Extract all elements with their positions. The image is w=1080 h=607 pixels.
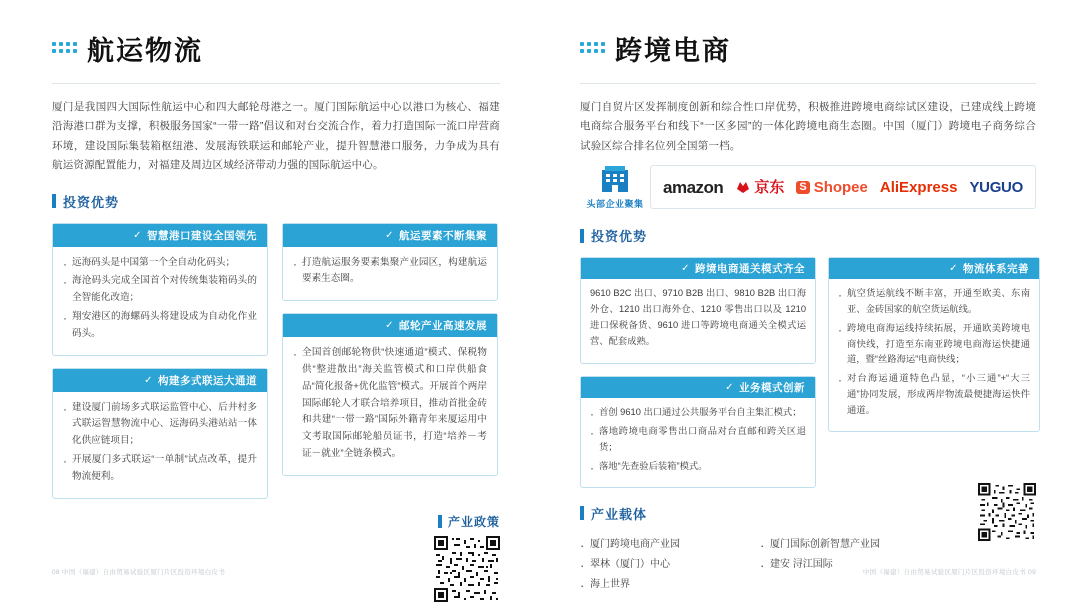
info-box-body: [581, 279, 815, 363]
brand-strip-row: [580, 164, 1036, 210]
info-box-caption: [283, 224, 497, 247]
brand-logo-strip: [650, 165, 1036, 209]
info-box-shipping-elements: [282, 223, 498, 302]
list-item: · 首创 9610 出口通过公共服务平台自主集汇模式；: [590, 405, 806, 421]
info-box-caption: [53, 369, 267, 392]
list-item: · 全国首创邮轮物供“快速通道”模式、保税物供“整进散出”海关监管模式和口岸供船食品“简化报备+优化监管”模式。开展首个两岸国际邮轮人才联合培养项目，推动首批金砖和共建“一带一路”国际外籍青年来厦运用中文考取国际邮轮船员证书，打造“培养－考证－就业”全链条模式。: [293, 345, 487, 462]
jd-dog-icon: [735, 180, 751, 194]
info-box-business-innovation: [580, 376, 816, 487]
accent-bar-icon: [580, 506, 584, 520]
list-item: · 落地跨境电商零售出口商品对台直邮和跨关区退货；: [590, 424, 806, 456]
accent-bar-icon: [580, 229, 584, 243]
brand-tag-label: 头部企业聚集: [586, 199, 644, 210]
logo-jd-text: 京东: [754, 178, 785, 196]
dot-grid-icon: [580, 42, 605, 53]
left-intro-paragraph: 厦门是我国四大国际性航运中心和四大邮轮母港之一。厦门国际航运中心以港口为核心、福建沿海港口群为支撑，积极服务国家“一带一路”倡议和对台交流合作，着力打造国际一流口岸营商环境，建设国际集装箱枢纽港、发展海铁联运和邮轮产业，提升智慧港口服务，力争成为具有航运资源配置能力，对福建及周边区域经济带动力强的国际航运中心。: [52, 101, 500, 172]
list-item: · 厦门国际创新智慧产业园: [760, 535, 940, 555]
info-box-body: [581, 398, 815, 486]
policy-label: 产业政策: [447, 514, 500, 529]
info-box-body: [829, 279, 1039, 430]
info-box-caption: [53, 224, 267, 247]
list-item: · 建安 浔江国际: [760, 555, 940, 575]
carrier-heading: [580, 504, 1036, 523]
bullet-list: [53, 392, 267, 498]
accent-bar-icon: [52, 194, 56, 208]
right-footer: 中国（福建）自由贸易试验区厦门片区投资环境白皮书 09: [862, 569, 1036, 576]
check-icon: ✓: [949, 263, 958, 275]
list-item: · 建设厦门前场多式联运监管中心、后井村多式联运智慧物流中心、远海码头港站站一体化供应链项目；: [63, 400, 257, 450]
logo-aliexpress: AliExpress: [879, 178, 958, 196]
building-icon: [598, 164, 632, 194]
list-item: · 对台海运通道特色凸显，“小三通”+“大三通”协同发展，形成两岸物流最便捷海运快件通道。: [838, 371, 1030, 418]
left-column: [0, 0, 540, 586]
left-box-column-b: [282, 223, 498, 499]
left-divider: [52, 83, 500, 84]
left-box-grid: [52, 223, 500, 499]
left-title: 航运物流: [87, 36, 203, 66]
bullet-list: [838, 286, 1030, 418]
list-item: · 厦门跨境电商产业园: [580, 535, 760, 555]
caption-text: 跨境电商通关模式齐全: [695, 263, 805, 276]
dot-grid-icon: [52, 42, 77, 53]
caption-text: 业务模式创新: [739, 382, 805, 395]
right-divider: [580, 83, 1036, 84]
caption-text: 邮轮产业高速发展: [399, 320, 487, 333]
info-box-caption: [581, 258, 815, 279]
logo-shopee-text: Shopee: [813, 178, 868, 196]
body-text: 9610 B2C 出口、9710 B2B 出口、9810 B2B 出口海外仓、1210 出口海外仓、1210 零售出口以及 1210 进口保税备货、9610 进口等跨境电商通关全模式运营、配套成熟。: [590, 288, 806, 346]
check-icon: ✓: [681, 263, 690, 275]
bullet-list: [53, 247, 267, 355]
check-icon: ✓: [385, 320, 394, 332]
list-item: · 翠林（厦门）中心: [580, 555, 760, 575]
list-item: · 跨境电商海运线持续拓展，开通欧美跨境电商快线，打造至东南亚跨境电商海运快捷通道，暨“丝路海运”电商快线；: [838, 321, 1030, 368]
right-column: [540, 0, 1080, 590]
right-box-grid: [580, 257, 1036, 487]
left-footer: 08 中国（福建）自由贸易试验区厦门片区投资环境白皮书: [52, 569, 226, 576]
check-icon: ✓: [144, 374, 153, 386]
info-box-caption: [581, 377, 815, 398]
left-advantage-label: 投资优势: [63, 194, 120, 210]
right-box-column-a: [580, 257, 816, 487]
check-icon: ✓: [725, 382, 734, 394]
list-item: · 海沧码头完成全国首个对传统集装箱码头的全智能化改造；: [63, 273, 257, 307]
accent-bar-icon: [438, 515, 442, 528]
info-box-multimodal: [52, 368, 268, 499]
carrier-heading-label: 产业载体: [591, 506, 648, 522]
list-item: · 航空货运航线不断丰富，开通至欧美、东南亚、金砖国家的航空货运航线。: [838, 286, 1030, 318]
check-icon: ✓: [133, 229, 142, 241]
left-box-column-a: [52, 223, 268, 499]
right-box-column-b: [828, 257, 1040, 431]
bullet-list: [283, 247, 497, 301]
info-box-smart-port: [52, 223, 268, 356]
list-item: · 打造航运服务要素集聚产业园区，构建航运要素生态圈。: [293, 255, 487, 289]
list-item: · 翔安港区的海螺码头将建设成为自动化作业码头。: [63, 309, 257, 343]
shopee-bag-icon: S: [796, 181, 809, 194]
list-item: · 开展厦门多式联运“一单制”试点改革，提升物流便利。: [63, 452, 257, 486]
caption-text: 物流体系完善: [963, 263, 1029, 276]
caption-text: 智慧港口建设全国领先: [147, 229, 257, 242]
check-icon: ✓: [385, 229, 394, 241]
info-box-caption: [829, 258, 1039, 279]
caption-text: 构建多式联运大通道: [158, 374, 257, 387]
bullet-list: [283, 337, 497, 474]
list-item: · 远海码头是中国第一个全自动化码头；: [63, 255, 257, 272]
caption-text: 航运要素不断集聚: [399, 229, 487, 242]
qr-code-left[interactable]: [434, 536, 500, 602]
policy-tag: [52, 513, 500, 530]
qr-code-svg: [434, 536, 500, 602]
info-box-customs-modes: [580, 257, 816, 364]
brand-tag: [580, 164, 650, 210]
left-section-heading: [52, 38, 500, 65]
qr-code-right[interactable]: [978, 483, 1036, 546]
bullet-list: [590, 405, 806, 474]
right-advantage-heading: [580, 226, 1036, 245]
left-advantage-heading: [52, 192, 500, 211]
right-intro-paragraph: 厦门自贸片区发挥制度创新和综合性口岸优势，积极推进跨境电商综试区建设，已建成线上跨境电商综合服务平台和线下“一区多园”的一体化跨境电商生态圈。中国（厦门）跨境电子商务综合试验区综合排名位列全国第一档。: [580, 101, 1036, 152]
list-item: · 海上世界: [580, 575, 760, 595]
right-section-heading: [580, 38, 1036, 65]
right-title: 跨境电商: [615, 36, 731, 66]
qr-code-svg: [978, 483, 1036, 541]
info-box-cruise: [282, 313, 498, 475]
logo-yuguo: YUGUO: [969, 178, 1023, 196]
info-box-caption: [283, 314, 497, 337]
logo-jd: [735, 180, 784, 195]
logo-shopee: [796, 180, 868, 195]
logo-amazon: amazon: [663, 177, 724, 197]
list-item: · 落地“先查验后装箱”模式。: [590, 459, 806, 475]
right-advantage-label: 投资优势: [591, 229, 648, 245]
info-box-logistics-system: [828, 257, 1040, 431]
